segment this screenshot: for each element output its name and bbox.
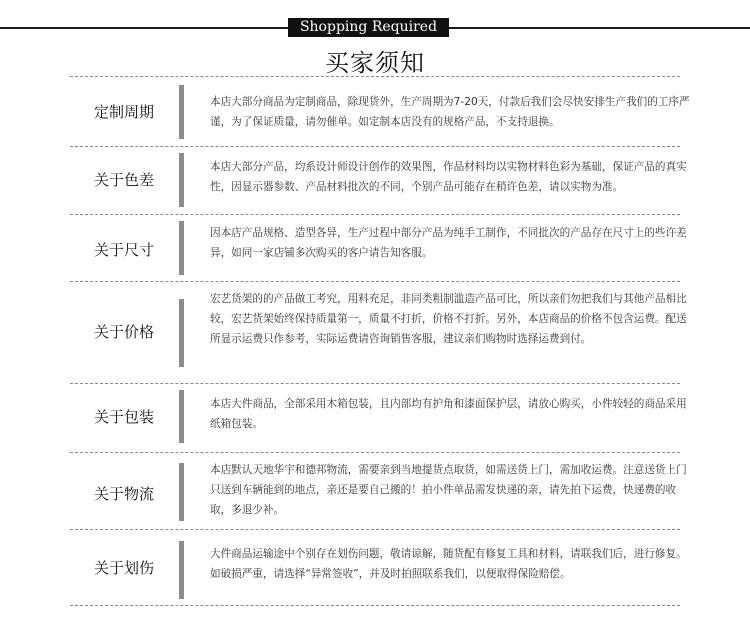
row-text: 本店大部分产品，均系设计师设计创作的效果图，作品材料均以实物材料色彩为基础，保证产品的真实性，因显示器参数、产品材料批次的不同，个别产品可能存在稍许色差，请以实物为准。: [210, 161, 687, 193]
notice-row-customization: [70, 83, 690, 141]
page-title: 买家须知: [325, 49, 425, 77]
divider: [70, 383, 680, 384]
row-bar: [179, 221, 184, 275]
notice-row-logistics: [70, 456, 687, 526]
divider: [70, 281, 680, 282]
row-bar: [179, 463, 184, 521]
divider: [70, 452, 680, 453]
divider: [70, 605, 680, 606]
row-text: 本店大部分商品为定制商品，除现货外，生产周期为7-20天，付款后我们会尽快安排生产我们的工序严谨，为了保证质量，请勿催单。如定制本店没有的规格产品，不支持退换。: [210, 96, 690, 128]
row-label: 关于物流: [93, 485, 154, 503]
row-text: 本店大件商品，全部采用木箱包装，且内部均有护角和漆面保护层，请放心购买，小件较轻的商品采用纸箱包装。: [210, 398, 687, 430]
row-bar: [179, 299, 184, 367]
divider: [70, 76, 680, 77]
row-bar: [179, 541, 184, 599]
notice-row-packaging: [70, 387, 687, 445]
row-bar: [179, 85, 184, 139]
row-label: 关于尺寸: [93, 241, 154, 259]
row-label: 定制周期: [93, 103, 154, 121]
row-text: 本店默认天地华宇和德邦物流，需要亲到当地提货点取货，如需送货上门，需加收运费。注意送货上门只送到车辆能到的地点，亲还是要自己搬的！拍小件单品需发快递的亲，请先拍下运费，快递费的收取，多退少补。: [210, 464, 687, 516]
notice-row-price: [70, 285, 687, 381]
row-bar: [179, 153, 184, 207]
row-text: 大件商品运输途中个别存在划伤问题，敬请谅解，随货配有修复工具和材料，请联我们后，进行修复。如破损严重，请选择“异常签收”，并及时拍照联系我们，以便取得保险赔偿。: [210, 548, 687, 580]
row-bar: [179, 390, 184, 443]
notice-row-size: [70, 217, 687, 277]
banner-label: Shopping Required: [288, 18, 449, 37]
banner: [0, 18, 750, 37]
row-label: 关于划伤: [93, 559, 154, 577]
row-label: 关于价格: [93, 323, 154, 341]
divider: [70, 146, 680, 147]
notice-row-color: [70, 150, 687, 210]
notice-row-damage: [70, 533, 687, 603]
row-label: 关于包装: [93, 408, 154, 426]
divider: [70, 529, 680, 530]
row-text: 宏艺货架的的产品做工考究，用料充足，非同类粗制滥造产品可比，所以亲们勿把我们与其他产品相比较，宏艺货架始终保持质量第一，质量不打折，价格不打折。另外，本店商品的价格不包含运费。配送所显示运费只作参考，实际运费请咨询销售客服，建议亲们购物时选择运费到付。: [210, 293, 687, 345]
row-text: 因本店产品规格、造型各异，生产过程中部分产品为纯手工制作，不同批次的产品存在尺寸上的些许差异，如同一家店铺多次购买的客户请告知客服。: [210, 227, 687, 259]
divider: [70, 214, 680, 215]
row-label: 关于色差: [93, 171, 154, 189]
